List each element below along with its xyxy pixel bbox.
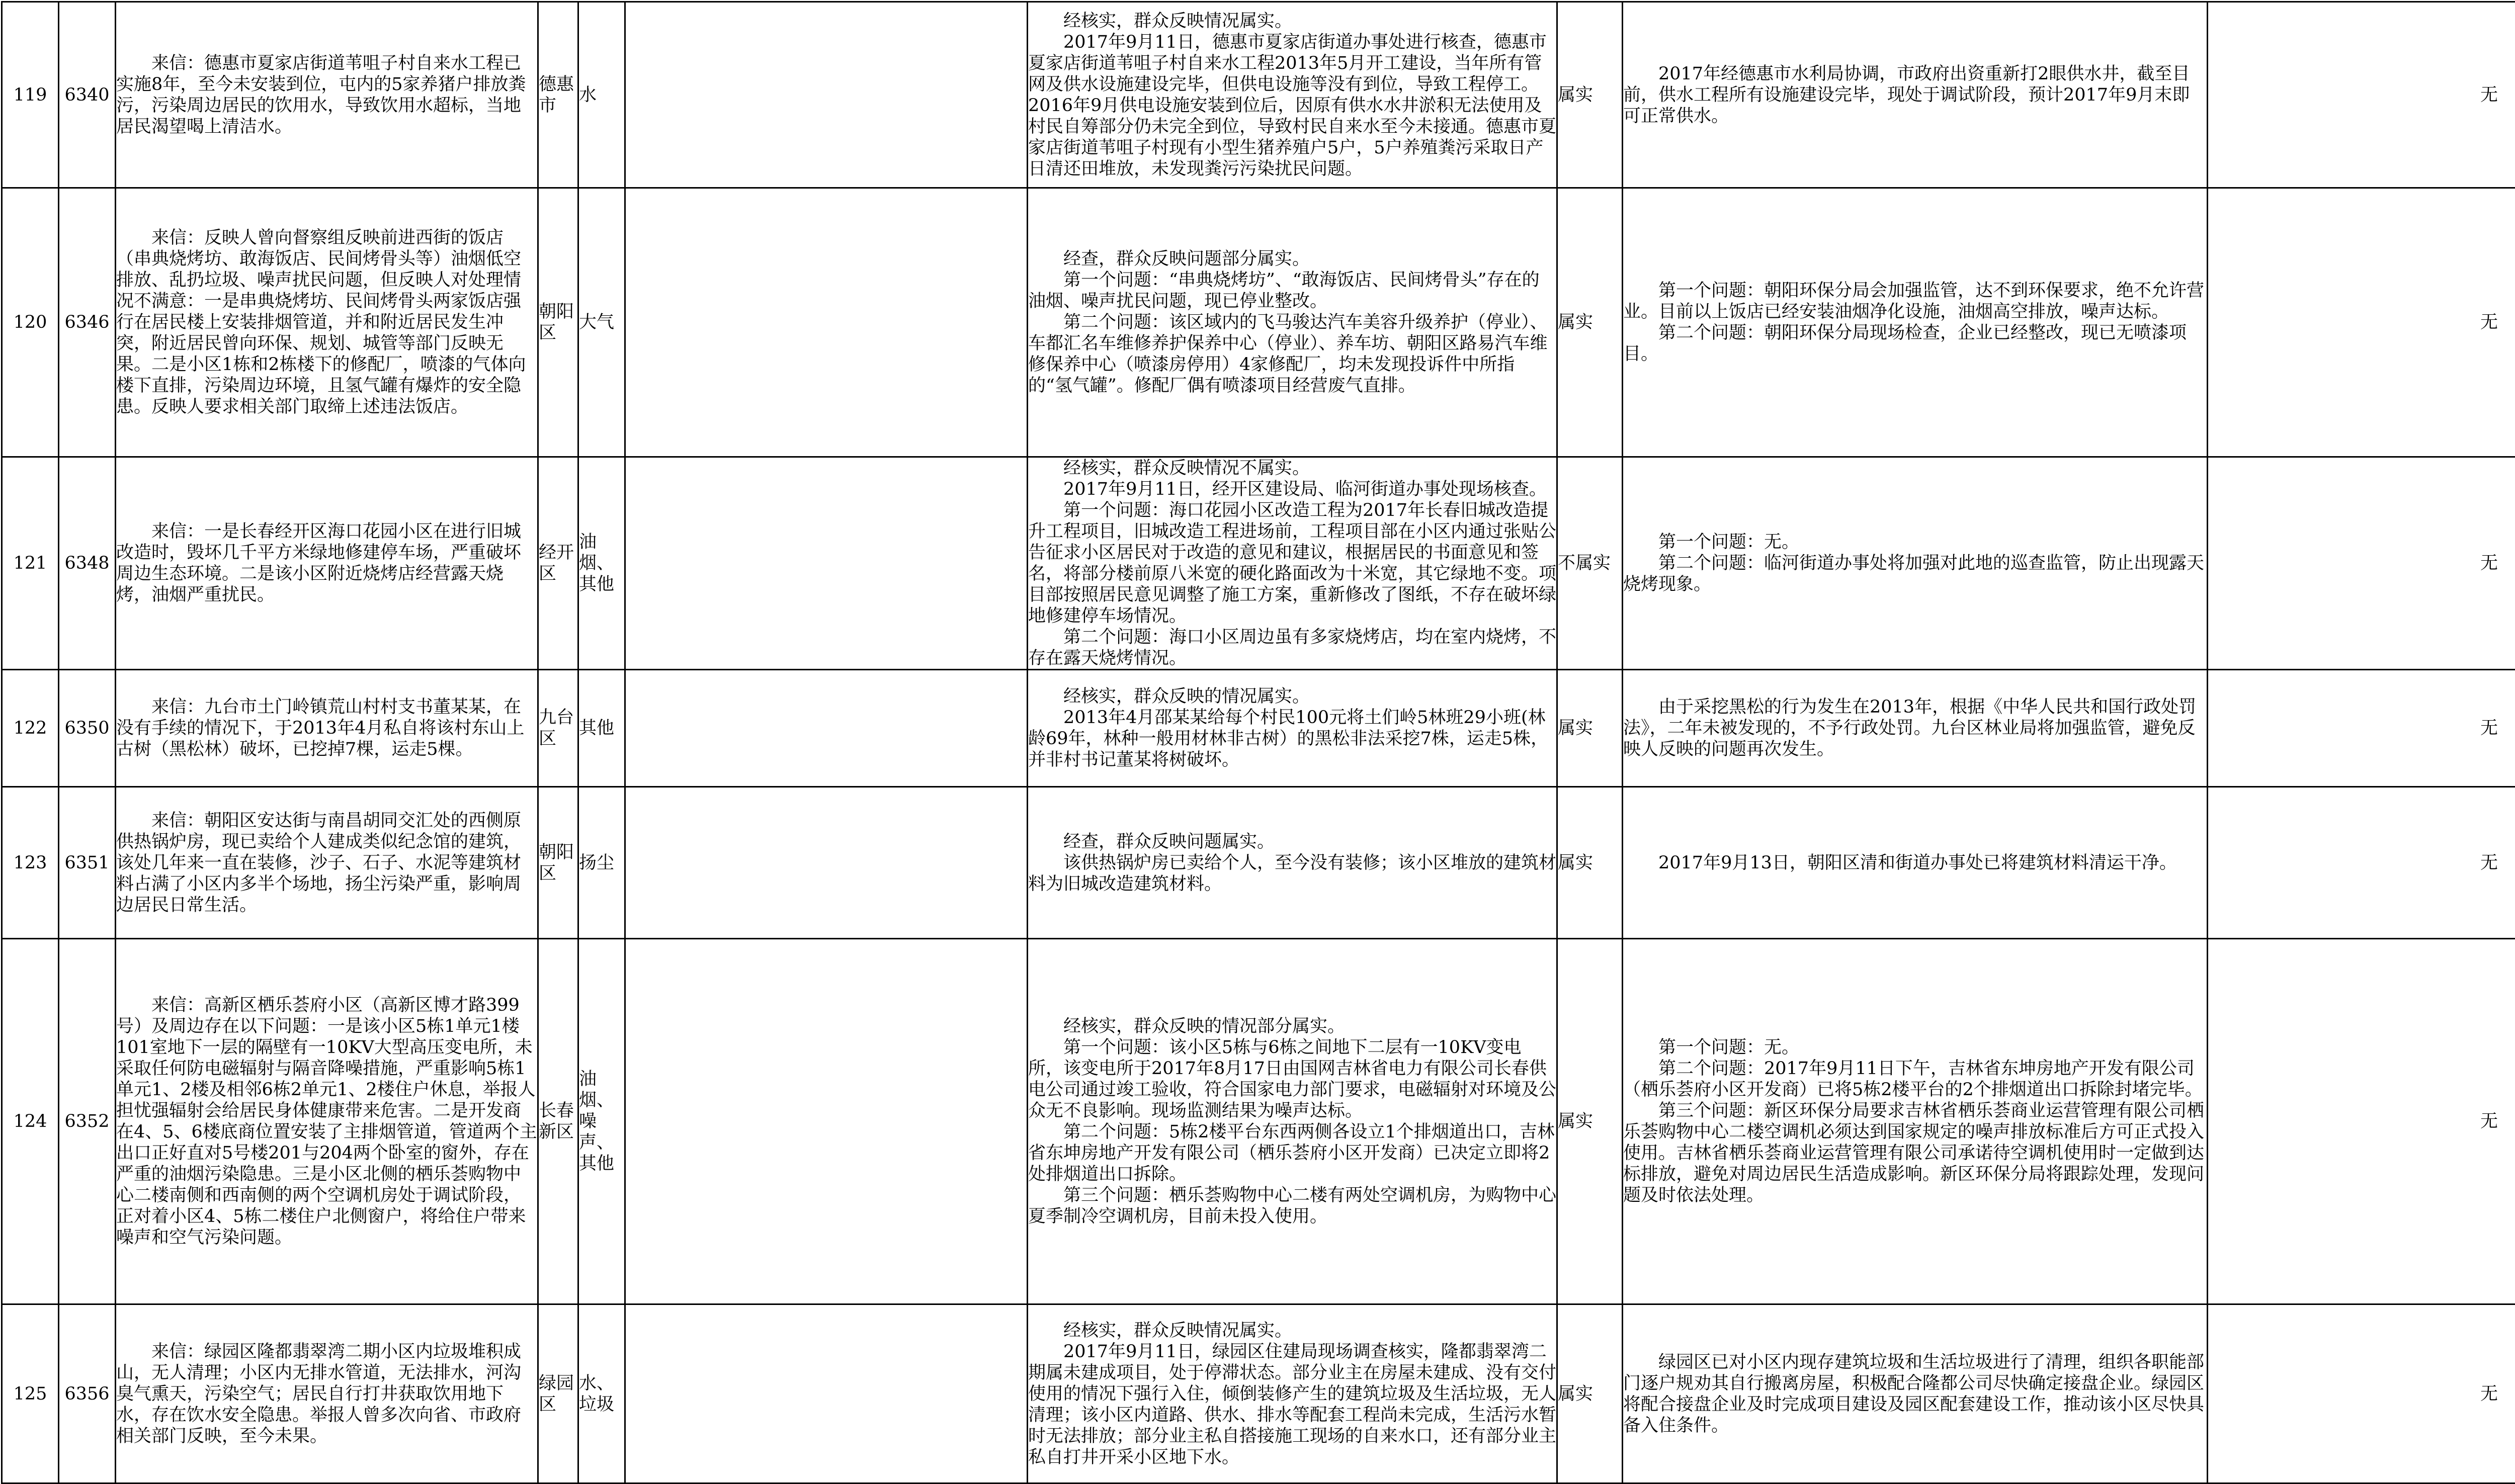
verify-paragraph: 第一个问题：海口花园小区改造工程为2017年长春旧城改造提升工程项目，旧城改造工程进场前，工程项目部在小区内通过张贴公告征求小区居民对于改造的意见和建议，根据居民的书面意见和签名，将部分楼前原八米宽的硬化路面改为十米宽，其它绿地不变。项目部按照居民意见调整了施工方案，重新修改了图纸，不存在破坏绿地修建停车场情况。 <box>1028 500 1556 627</box>
district: 长春新区 <box>538 939 578 1304</box>
pollution-type: 水、垃圾 <box>578 1304 625 1483</box>
verify-paragraph: 第一个问题：“串典烧烤坊”、“敢海饭店、民间烤骨头”存在的油烟、噪声扰民问题，现已停业整改。 <box>1028 270 1556 312</box>
complaint-content <box>116 457 538 670</box>
row-number: 125 <box>2 1304 59 1483</box>
district: 九台区 <box>538 670 578 787</box>
case-code: 6352 <box>59 939 116 1304</box>
complaint-content <box>116 939 538 1304</box>
pollution-type: 油烟、其他 <box>578 457 625 670</box>
district: 朝阳区 <box>538 787 578 939</box>
district: 朝阳区 <box>538 188 578 457</box>
table-row <box>2 1304 2515 1483</box>
handling-result <box>1623 670 2208 787</box>
verify-paragraph: 经核实，群众反映的情况属实。 <box>1028 686 1556 707</box>
blank-cell <box>625 787 1028 939</box>
verify-paragraph: 经核实，群众反映情况属实。 <box>1028 1320 1556 1341</box>
is-true-verdict: 属实 <box>1557 2 1623 188</box>
row-number: 124 <box>2 939 59 1304</box>
verify-paragraph: 2017年9月11日，德惠市夏家店街道办事处进行核查，德惠市夏家店街道苇咀子村自来水工程2013年5月开工建设，当年所有管网及供水设施建设完毕，但供电设施等没有到位，导致工程停工。2016年9月供电设施安装到位后，因原有供水水井淤积无法使用及村民自筹部分仍未完全到位，导致村民自来水至今未接通。德惠市夏家店街道苇咀子村现有小型生猪养殖户5户，5户养殖粪污采取日产日清还田堆放，未发现粪污污染扰民问题。 <box>1028 32 1556 180</box>
handling-paragraph: 2017年经德惠市水利局协调，市政府出资重新打2眼供水井，截至目前，供水工程所有设施建设完毕，现处于调试阶段，预计2017年9月末即可正常供水。 <box>1623 63 2207 127</box>
case-code: 6346 <box>59 188 116 457</box>
handling-paragraph: 第二个问题：临河街道办事处将加强对此地的巡查监管，防止出现露天烧烤现象。 <box>1623 553 2207 595</box>
is-true-verdict: 属实 <box>1557 670 1623 787</box>
table-row <box>2 457 2515 670</box>
verification-result <box>1028 939 1557 1304</box>
table-row <box>2 670 2515 787</box>
verify-paragraph: 2017年9月11日，绿园区住建局现场调查核实，隆都翡翠湾二期属未建成项目，处于停滞状态。部分业主在房屋未建成、没有交付使用的情况下强行入住，倾倒装修产生的建筑垃圾及生活垃圾，无人清理；该小区内道路、供水、排水等配套工程尚未完成，生活污水暂时无法排放；部分业主私自搭接施工现场的自来水口，还有部分业主私自打井开采小区地下水。 <box>1028 1341 1556 1468</box>
handling-result <box>1623 1304 2208 1483</box>
complaint-paragraph: 来信：朝阳区安达街与南昌胡同交汇处的西侧原供热锅炉房，现已卖给个人建成类似纪念馆的建筑，该处几年来一直在装修，沙子、石子、水泥等建筑材料占满了小区内多半个场地，扬尘污染严重，影响周边居民日常生活。 <box>116 810 537 916</box>
district: 绿园区 <box>538 1304 578 1483</box>
case-code: 6348 <box>59 457 116 670</box>
row-number: 122 <box>2 670 59 787</box>
verify-paragraph: 2013年4月邵某某给每个村民100元将土们岭5林班29小班(林龄69年，林种一般用材林非古树）的黑松非法采挖7株，运走5株，并非村书记董某将树破坏。 <box>1028 707 1556 770</box>
is-true-verdict: 属实 <box>1557 1304 1623 1483</box>
pollution-type: 扬尘 <box>578 787 625 939</box>
complaint-table <box>1 1 2515 1484</box>
complaint-paragraph: 来信：反映人曾向督察组反映前进西街的饭店（串典烧烤坊、敢海饭店、民间烤骨头等）油烟低空排放、乱扔垃圾、噪声扰民问题，但反映人对处理情况不满意：一是串典烧烤坊、民间烤骨头两家饭店强行在居民楼上安装排烟管道，并和附近居民发生冲突，附近居民曾向环保、规划、城管等部门反映无果。二是小区1栋和2栋楼下的修配厂，喷漆的气体向楼下直排，污染周边环境，且氢气罐有爆炸的安全隐患。反映人要求相关部门取缔上述违法饭店。 <box>116 227 537 417</box>
complaint-paragraph: 来信：高新区栖乐荟府小区（高新区博才路399号）及周边存在以下问题：一是该小区5栋1单元1楼101室地下一层的隔壁有一10KV大型高压变电所，未采取任何防电磁辐射与隔音降噪措施，严重影响5栋1单元1、2楼及相邻6栋2单元1、2楼住户休息，举报人担忧强辐射会给居民身体健康带来危害。二是开发商在4、5、6楼底商位置安装了主排烟管道，管道两个主出口正好直对5号楼201与204两个卧室的窗外，存在严重的油烟污染隐患。三是小区北侧的栖乐荟购物中心二楼南侧和西南侧的两个空调机房处于调试阶段，正对着小区4、5栋二楼住户北侧窗户，将给住户带来噪声和空气污染问题。 <box>116 995 537 1248</box>
complaint-paragraph: 来信：德惠市夏家店街道苇咀子村自来水工程已实施8年，至今未安装到位，屯内的5家养猪户排放粪污，污染周边居民的饮用水，导致饮用水超标，当地居民渴望喝上清洁水。 <box>116 53 537 137</box>
verify-paragraph: 经核实，群众反映情况属实。 <box>1028 11 1556 32</box>
pollution-type: 油烟、噪声、其他 <box>578 939 625 1304</box>
accountability-result: 无 <box>2208 188 2515 457</box>
complaint-paragraph: 来信：九台市土门岭镇荒山村村支书董某某，在没有手续的情况下，于2013年4月私自将该村东山上古树（黑松林）破坏，已挖掉7棵，运走5棵。 <box>116 696 537 760</box>
handling-result <box>1623 457 2208 670</box>
complaint-content <box>116 188 538 457</box>
verify-paragraph: 经查，群众反映问题部分属实。 <box>1028 248 1556 270</box>
verify-paragraph: 第一个问题：该小区5栋与6栋之间地下二层有一10KV变电所，该变电所于2017年8月17日由国网吉林省电力有限公司长春供电公司通过竣工验收，符合国家电力部门要求，电磁辐射对环境及公众无不良影响。现场监测结果为噪声达标。 <box>1028 1037 1556 1121</box>
is-true-verdict: 不属实 <box>1557 457 1623 670</box>
accountability-result: 无 <box>2208 939 2515 1304</box>
verify-paragraph: 第三个问题：栖乐荟购物中心二楼有两处空调机房，为购物中心夏季制冷空调机房，目前未投入使用。 <box>1028 1185 1556 1227</box>
table-row <box>2 787 2515 939</box>
accountability-result: 无 <box>2208 670 2515 787</box>
complaint-content <box>116 1304 538 1483</box>
pollution-type: 其他 <box>578 670 625 787</box>
row-number: 121 <box>2 457 59 670</box>
complaint-paragraph: 来信：一是长春经开区海口花园小区在进行旧城改造时，毁坏几千平方米绿地修建停车场，严重破坏周边生态环境。二是该小区附近烧烤店经营露天烧烤，油烟严重扰民。 <box>116 521 537 605</box>
verification-result <box>1028 457 1557 670</box>
handling-result <box>1623 188 2208 457</box>
row-number: 123 <box>2 787 59 939</box>
verify-paragraph: 第二个问题：该区域内的飞马骏达汽车美容升级养护（停业）、车都汇名车维修养护保养中心（停业）、养车坊、朝阳区路易汽车维修保养中心（喷漆房停用）4家修配厂，均未发现投诉件中所指的“氢气罐”。修配厂偶有喷漆项目经营废气直排。 <box>1028 312 1556 396</box>
is-true-verdict: 属实 <box>1557 188 1623 457</box>
blank-cell <box>625 1304 1028 1483</box>
handling-paragraph: 第一个问题：无。 <box>1623 1037 2207 1058</box>
complaint-content <box>116 2 538 188</box>
table-row <box>2 939 2515 1304</box>
verification-result <box>1028 1304 1557 1483</box>
handling-paragraph: 由于采挖黑松的行为发生在2013年，根据《中华人民共和国行政处罚法》，二年未被发现的，不予行政处罚。九台区林业局将加强监管，避免反映人反映的问题再次发生。 <box>1623 696 2207 760</box>
district: 经开区 <box>538 457 578 670</box>
verification-result <box>1028 670 1557 787</box>
handling-paragraph: 第一个问题：朝阳环保分局会加强监管，达不到环保要求，绝不允许营业。目前以上饭店已经安装油烟净化设施，油烟高空排放，噪声达标。 <box>1623 280 2207 322</box>
accountability-result: 无 <box>2208 787 2515 939</box>
verify-paragraph: 经查，群众反映问题属实。 <box>1028 831 1556 852</box>
accountability-result: 无 <box>2208 457 2515 670</box>
verification-result <box>1028 2 1557 188</box>
handling-result <box>1623 2 2208 188</box>
accountability-result: 无 <box>2208 1304 2515 1483</box>
blank-cell <box>625 939 1028 1304</box>
blank-cell <box>625 670 1028 787</box>
verification-result <box>1028 188 1557 457</box>
blank-cell <box>625 2 1028 188</box>
blank-cell <box>625 457 1028 670</box>
accountability-result: 无 <box>2208 2 2515 188</box>
handling-result <box>1623 939 2208 1304</box>
verify-paragraph: 该供热锅炉房已卖给个人，至今没有装修；该小区堆放的建筑材料为旧城改造建筑材料。 <box>1028 852 1556 895</box>
verify-paragraph: 第二个问题：5栋2楼平台东西两侧各设立1个排烟道出口，吉林省东坤房地产开发有限公司（栖乐荟府小区开发商）已决定立即将2处排烟道出口拆除。 <box>1028 1121 1556 1185</box>
verify-paragraph: 2017年9月11日，经开区建设局、临河街道办事处现场核查。 <box>1028 479 1556 500</box>
pollution-type: 水 <box>578 2 625 188</box>
handling-paragraph: 第三个问题：新区环保分局要求吉林省栖乐荟商业运营管理有限公司栖乐荟购物中心二楼空调机必须达到国家规定的噪声排放标准后方可正式投入使用。吉林省栖乐荟商业运营管理有限公司承诺待空调机使用时一定做到达标排放，避免对周边居民生活造成影响。新区环保分局将跟踪处理，发现问题及时依法处理。 <box>1623 1100 2207 1206</box>
handling-paragraph: 第二个问题：朝阳环保分局现场检查，企业已经整改，现已无喷漆项目。 <box>1623 322 2207 365</box>
verify-paragraph: 经核实，群众反映情况不属实。 <box>1028 458 1556 479</box>
case-code: 6340 <box>59 2 116 188</box>
is-true-verdict: 属实 <box>1557 939 1623 1304</box>
row-number: 120 <box>2 188 59 457</box>
is-true-verdict: 属实 <box>1557 787 1623 939</box>
row-number: 119 <box>2 2 59 188</box>
handling-paragraph: 第一个问题：无。 <box>1623 532 2207 553</box>
case-code: 6351 <box>59 787 116 939</box>
verify-paragraph: 经核实，群众反映的情况部分属实。 <box>1028 1016 1556 1037</box>
handling-paragraph: 2017年9月13日，朝阳区清和街道办事处已将建筑材料清运干净。 <box>1623 852 2207 874</box>
blank-cell <box>625 188 1028 457</box>
verify-paragraph: 第二个问题：海口小区周边虽有多家烧烤店，均在室内烧烤，不存在露天烧烤情况。 <box>1028 627 1556 669</box>
handling-paragraph: 绿园区已对小区内现存建筑垃圾和生活垃圾进行了清理，组织各职能部门逐户规劝其自行搬离房屋，积极配合隆都公司尽快确定接盘企业。绿园区将配合接盘企业及时完成项目建设及园区配套建设工作，推动该小区尽快具备入住条件。 <box>1623 1352 2207 1436</box>
case-code: 6350 <box>59 670 116 787</box>
table-row <box>2 188 2515 457</box>
handling-paragraph: 第二个问题：2017年9月11日下午，吉林省东坤房地产开发有限公司（栖乐荟府小区开发商）已将5栋2楼平台的2个排烟道出口拆除封堵完毕。 <box>1623 1058 2207 1100</box>
pollution-type: 大气 <box>578 188 625 457</box>
table-row <box>2 2 2515 188</box>
handling-result <box>1623 787 2208 939</box>
district: 德惠市 <box>538 2 578 188</box>
complaint-content <box>116 670 538 787</box>
complaint-content <box>116 787 538 939</box>
case-code: 6356 <box>59 1304 116 1483</box>
verification-result <box>1028 787 1557 939</box>
complaint-paragraph: 来信：绿园区隆都翡翠湾二期小区内垃圾堆积成山，无人清理；小区内无排水管道，无法排水，河沟臭气熏天，污染空气；居民自行打井获取饮用地下水，存在饮水安全隐患。举报人曾多次向省、市政府相关部门反映，至今未果。 <box>116 1341 537 1447</box>
